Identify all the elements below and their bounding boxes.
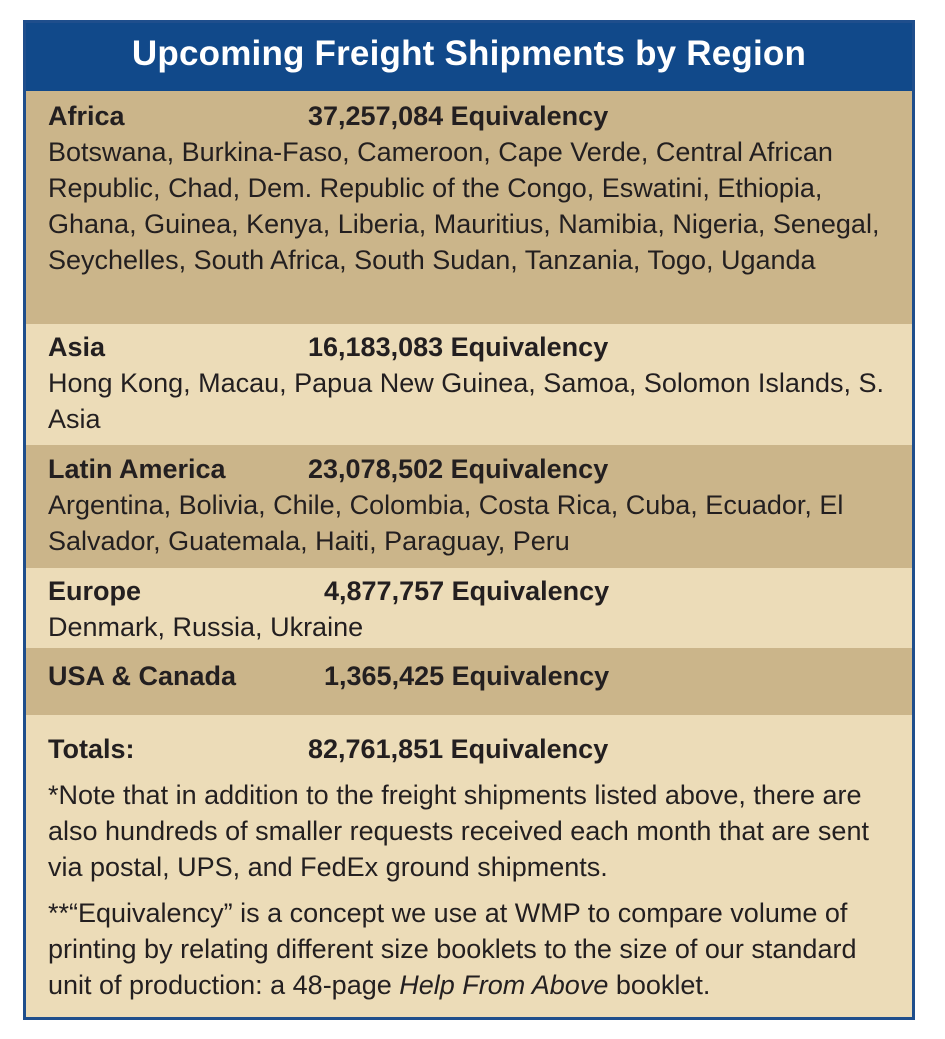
footnote-equivalency: [48, 895, 890, 1003]
footnote-equivalency-end: booklet.: [608, 970, 711, 1000]
region-name: Asia: [48, 332, 106, 362]
region-header: [48, 98, 890, 134]
totals-amount: 82,761,851 Equivalency: [308, 734, 609, 764]
panel-title: Upcoming Freight Shipments by Region: [26, 23, 912, 91]
region-amount: 23,078,502 Equivalency: [308, 454, 609, 484]
region-amount: 1,365,425 Equivalency: [324, 661, 610, 691]
region-name: Europe: [48, 576, 142, 606]
totals-label: Totals:: [48, 734, 135, 764]
region-header: [48, 451, 890, 487]
region-name: USA & Canada: [48, 661, 237, 691]
region-countries: Argentina, Bolivia, Chile, Colombia, Costa Rica, Cuba, Ecuador, El Salvador, Guatemala, Haiti, Paraguay, Peru: [48, 490, 844, 556]
footnote-freight: *Note that in addition to the freight shipments listed above, there are also hundreds of smaller requests received each month that are sent via postal, UPS, and FedEx ground shipments.: [48, 780, 869, 882]
region-name: Africa: [48, 101, 125, 131]
region-name: Latin America: [48, 454, 226, 484]
region-row-latin-america: [26, 445, 912, 568]
region-header: [48, 658, 890, 694]
region-amount: 4,877,757 Equivalency: [324, 576, 610, 606]
region-amount: 16,183,083 Equivalency: [308, 332, 609, 362]
booklet-title: Help From Above: [399, 970, 609, 1000]
region-countries: Hong Kong, Macau, Papua New Guinea, Samoa, Solomon Islands, S. Asia: [48, 368, 884, 434]
region-row-asia: [26, 324, 912, 445]
freight-shipments-panel: [23, 20, 915, 1020]
region-header: [48, 573, 890, 609]
footnote-equivalency-text: **“Equivalency” is a concept we use at WMP to compare volume of printing by relating different size booklets to the size of our standard unit of production: a 48-page: [48, 898, 857, 1000]
region-row-usa-canada: [26, 648, 912, 715]
totals-row: [48, 731, 890, 767]
region-countries: Botswana, Burkina-Faso, Cameroon, Cape Verde, Central African Republic, Chad, Dem. Republic of the Congo, Eswatini, Ethiopia, Ghana, Guinea, Kenya, Liberia, Mauritius, Namibia, Nigeria, Senegal, Seychelles, South Africa, South Sudan, Tanzania, Togo, Uganda: [48, 137, 880, 275]
totals-section: [26, 715, 912, 1003]
region-header: [48, 329, 890, 365]
region-amount: 37,257,084 Equivalency: [308, 101, 609, 131]
region-countries: Denmark, Russia, Ukraine: [48, 612, 364, 642]
region-row-europe: [26, 568, 912, 648]
region-row-africa: [26, 91, 912, 324]
